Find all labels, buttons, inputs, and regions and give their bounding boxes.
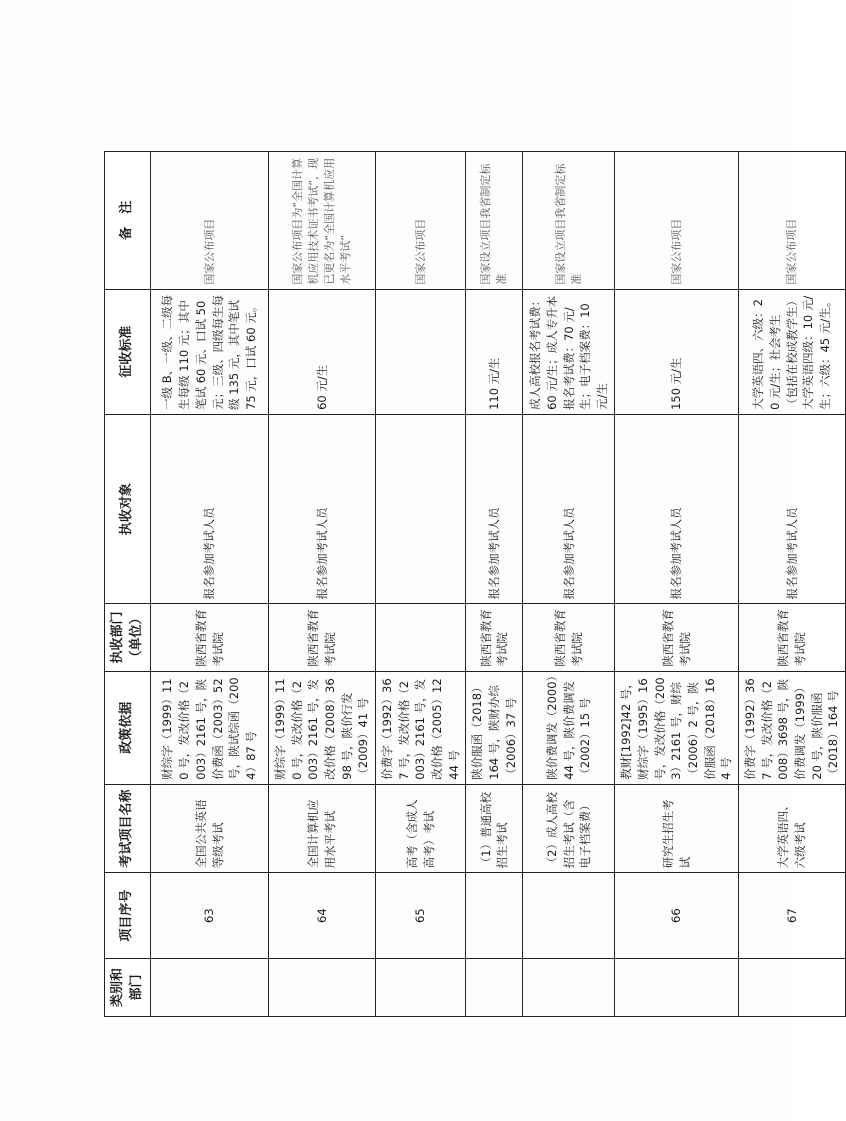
table-row	[739, 152, 846, 1017]
header-category: 类别和部门	[105, 958, 151, 1016]
cell-basis: 教财[1992]42 号，财综字（1995）16 号，发改价格（2003）2161 号，财综（2006）2 号，陕价服函（2018）164 号	[615, 671, 739, 784]
cell-basis: 价费字（1992）367 号，发改价格（2003）2161 号，发改价格（2005）1244 号	[376, 671, 466, 784]
table-row	[151, 152, 269, 1017]
cell-category	[615, 958, 739, 1016]
cell-seq	[523, 873, 615, 959]
cell-name: 研究生招生考试	[615, 784, 739, 873]
cell-category	[523, 958, 615, 1016]
cell-category	[376, 958, 466, 1016]
cell-category	[739, 958, 846, 1016]
cell-dept: 陕西省教育考试院	[269, 604, 376, 671]
rotated-fee-table-sheet	[104, 151, 841, 1017]
cell-target: 报名参加考试人员	[523, 414, 615, 604]
cell-target: 报名参加考试人员	[269, 414, 376, 604]
cell-standard: 一级 B、一级、二级每生每级 110 元；其中笔试 60 元、口试 50 元；三级、四级每生每级 135 元，其中笔试 75 元，口试 60 元。	[151, 289, 269, 414]
cell-standard: 成人高校报名考试费：60 元/生；成人专升本报名考试费：70 元/生；电子档案费：10 元/生	[523, 289, 615, 414]
cell-remark: 国家公布项目	[151, 152, 269, 290]
table-row	[376, 152, 466, 1017]
cell-seq: 65	[376, 873, 466, 959]
header-basis: 政策依据	[105, 671, 151, 784]
cell-basis: 价费字（1992）367 号，发改价格（2008）3698 号，陕价费调发（1999）20 号，陕价服函（2018）164 号	[739, 671, 846, 784]
cell-standard	[376, 289, 466, 414]
header-seq: 项目序号	[105, 873, 151, 959]
cell-dept	[376, 604, 466, 671]
cell-dept: 陕西省教育考试院	[151, 604, 269, 671]
cell-remark: 国家设立项目我省制定标准	[523, 152, 615, 290]
cell-basis: 陕价服函（2018）164 号，陕财办综（2006）37 号	[466, 671, 523, 784]
cell-dept: 陕西省教育考试院	[523, 604, 615, 671]
table-row	[615, 152, 739, 1017]
cell-target: 报名参加考试人员	[466, 414, 523, 604]
header-name: 考试项目名称	[105, 784, 151, 873]
cell-seq: 67	[739, 873, 846, 959]
cell-dept: 陕西省教育考试院	[466, 604, 523, 671]
cell-basis: 财综字（1999）110 号，发改价格（2003）2161 号，发改价格（2008）3698 号，陕价行发（2009）41 号	[269, 671, 376, 784]
cell-remark: 国家公布项目为“全国计算机应用技术证书考试”，现已更名为“全国计算机应用水平考试”	[269, 152, 376, 290]
header-standard: 征收标准	[105, 289, 151, 414]
cell-name: （1）普通高校招生考试	[466, 784, 523, 873]
cell-category	[269, 958, 376, 1016]
cell-seq: 66	[615, 873, 739, 959]
cell-remark: 国家设立项目我省制定标准	[466, 152, 523, 290]
cell-name: 全国公共英语等级考试	[151, 784, 269, 873]
exam-fee-table	[104, 151, 846, 1017]
cell-category	[151, 958, 269, 1016]
cell-seq: 63	[151, 873, 269, 959]
cell-remark: 国家公布项目	[376, 152, 466, 290]
cell-name: （2）成人高校招生考试（含电子档案费）	[523, 784, 615, 873]
cell-basis: 财综字（1999）110 号，发改价格（2003）2161 号，陕价费函（2003）52 号，陕试综函（2004）87 号	[151, 671, 269, 784]
header-remark: 备 注	[105, 152, 151, 290]
header-dept: 执收部门（单位）	[105, 604, 151, 671]
cell-target: 报名参加考试人员	[615, 414, 739, 604]
cell-name: 高考（含成人高考）考试	[376, 784, 466, 873]
cell-name: 全国计算机应用水平考试	[269, 784, 376, 873]
cell-standard: 大学英语四、六级：20 元/生；社会考生（包括在校成教学生）大学英语四级：10 元/生；六级：45 元/生。	[739, 289, 846, 414]
cell-remark: 国家公布项目	[739, 152, 846, 290]
cell-remark: 国家公布项目	[615, 152, 739, 290]
cell-seq: 64	[269, 873, 376, 959]
cell-target: 报名参加考试人员	[739, 414, 846, 604]
table-row	[523, 152, 615, 1017]
cell-basis: 陕价费调发（2000）44 号，陕价费调发（2002）15 号	[523, 671, 615, 784]
cell-dept: 陕西省教育考试院	[739, 604, 846, 671]
cell-standard: 110 元/生	[466, 289, 523, 414]
header-row	[105, 152, 151, 1017]
table-row	[466, 152, 523, 1017]
cell-target: 报名参加考试人员	[151, 414, 269, 604]
cell-target	[376, 414, 466, 604]
cell-standard: 150 元/生	[615, 289, 739, 414]
cell-seq	[466, 873, 523, 959]
cell-dept: 陕西省教育考试院	[615, 604, 739, 671]
header-target: 执收对象	[105, 414, 151, 604]
table-row	[269, 152, 376, 1017]
cell-standard: 60 元/生	[269, 289, 376, 414]
cell-name: 大学英语四、六级考试	[739, 784, 846, 873]
cell-category	[466, 958, 523, 1016]
